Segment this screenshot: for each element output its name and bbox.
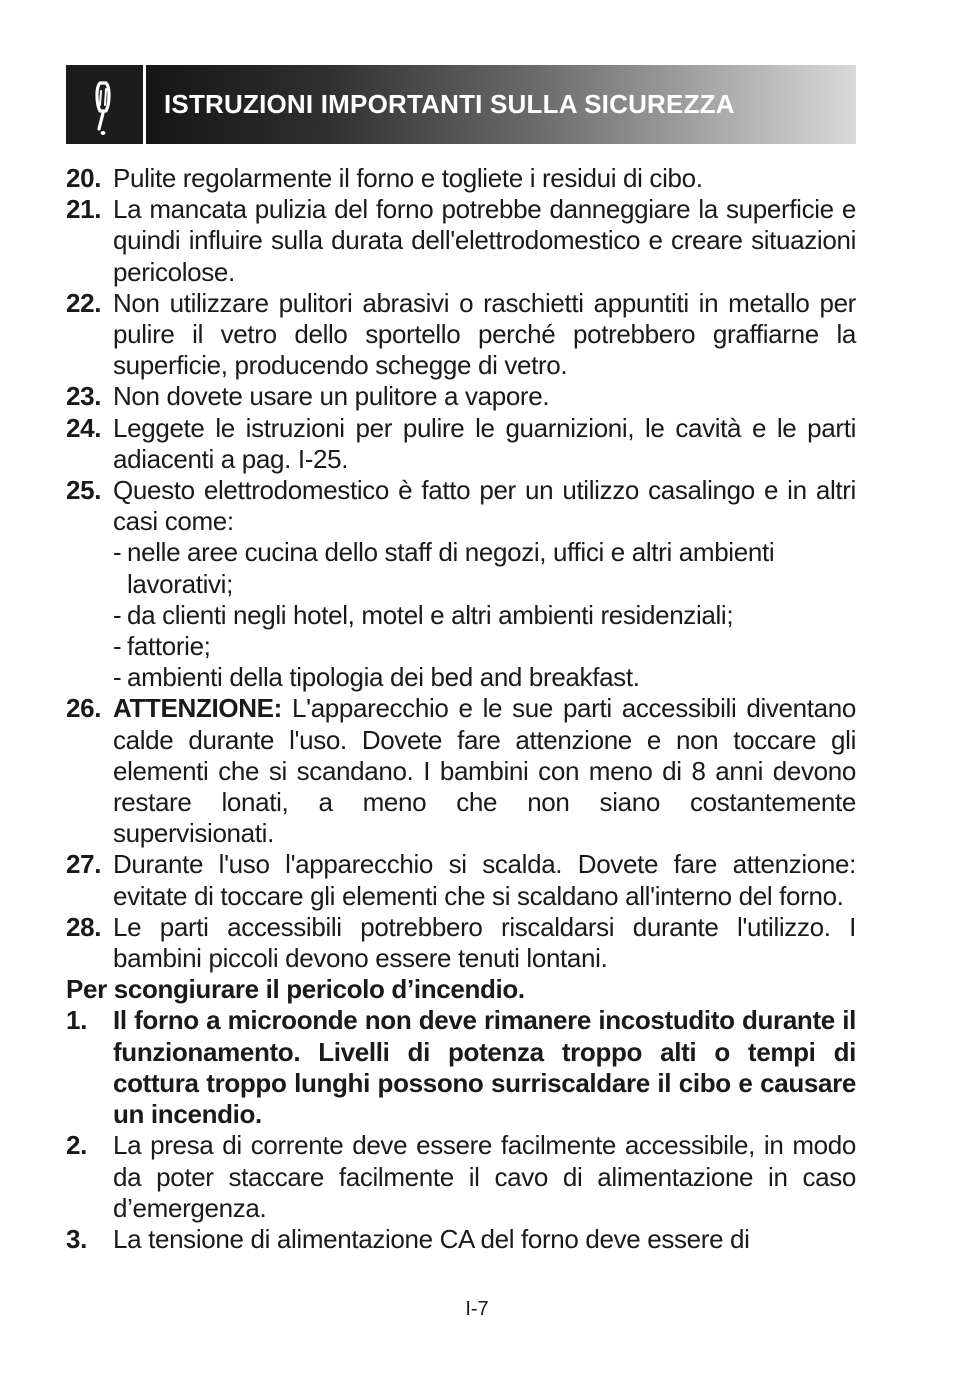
warning-text: L'apparecchio e le sue parti accessibili diventano calde durante l'uso. Dovete fare attenzione e non toccare gli elementi che si scandano. I bambini con meno di 8 anni devono restare lonati, a meno che non siano costantemente supervisionati. bbox=[113, 693, 856, 849]
item-text: Leggete le istruzioni per pulire le guarnizioni, le cavità e le parti adiacenti a pag. I-25. bbox=[113, 412, 856, 474]
item-text: Non dovete usare un pulitore a vapore. bbox=[113, 381, 550, 412]
sub-list-item bbox=[113, 662, 856, 693]
sub-item-text: ambienti della tipologia dei bed and breakfast. bbox=[127, 662, 640, 693]
item-text: Pulite regolarmente il forno e togliete i residui di cibo. bbox=[113, 163, 703, 193]
list-item bbox=[66, 288, 856, 382]
item-text: Il forno a microonde non deve rimanere incostudito durante il funzionamento. Livelli di potenza troppo alti o tempi di cottura troppo lunghi possono surriscaldare il cibo e causare un incendio. bbox=[113, 1005, 856, 1130]
list-item bbox=[66, 475, 856, 537]
list-item bbox=[66, 693, 856, 849]
list-item bbox=[66, 849, 856, 911]
list-item bbox=[66, 413, 856, 475]
list-item bbox=[66, 912, 856, 974]
header-icon-box bbox=[66, 65, 143, 144]
item-number: 21. bbox=[66, 194, 102, 225]
item-number: 2. bbox=[66, 1130, 87, 1161]
list-item bbox=[66, 381, 856, 412]
item-text: La tensione di alimentazione CA del forno deve essere di bbox=[113, 1223, 750, 1254]
item-number: 1. bbox=[66, 1005, 87, 1036]
item-text: Non utilizzare pulitori abrasivi o raschietti appuntiti in metallo per pulire il vetro dello sportello perché potrebbero graffiarne la superficie, producendo schegge di vetro. bbox=[113, 287, 856, 381]
item-number: 22. bbox=[66, 287, 102, 318]
sub-item-text: da clienti negli hotel, motel e altri ambienti residenziali; bbox=[127, 599, 734, 630]
item-text: Durante l'uso l'apparecchio si scalda. Dovete fare attenzione: evitate di toccare gli elementi che si scaldano all'interno del forno. bbox=[113, 849, 856, 911]
item-number: 27. bbox=[66, 849, 102, 880]
item-text: La presa di corrente deve essere facilmente accessibile, in modo da poter staccare facilmente il cavo di alimentazione in caso d’emergenza. bbox=[113, 1130, 856, 1223]
section-header bbox=[66, 65, 856, 144]
list-item bbox=[66, 194, 856, 288]
header-bar bbox=[146, 65, 856, 144]
item-text: La mancata pulizia del forno potrebbe danneggiare la superficie e quindi influire sulla durata dell'elettrodomestico e creare situazioni pericolose. bbox=[113, 194, 856, 287]
page-title: ISTRUZIONI IMPORTANTI SULLA SICUREZZA bbox=[164, 89, 735, 119]
list-item bbox=[66, 1005, 856, 1130]
sub-bullet: - bbox=[113, 631, 122, 662]
sub-bullet: - bbox=[113, 537, 122, 568]
page-number: I-7 bbox=[465, 1298, 489, 1320]
sub-item-text: fattorie; bbox=[127, 631, 211, 662]
item-number: 20. bbox=[66, 163, 102, 193]
list-item bbox=[66, 1130, 856, 1224]
item-number: 24. bbox=[66, 412, 102, 443]
item-number: 25. bbox=[66, 475, 102, 506]
item-text: Questo elettrodomestico è fatto per un utilizzo casalingo e in altri casi come: bbox=[113, 475, 856, 537]
sub-item-text: nelle aree cucina dello staff di negozi, uffici e altri ambienti lavorativi; bbox=[127, 537, 775, 599]
item-text: Le parti accessibili potrebbero riscaldarsi durante l'utilizzo. I bambini piccoli devono essere tenuti lontani. bbox=[113, 911, 856, 974]
item-number: 28. bbox=[66, 911, 102, 942]
item-number: 3. bbox=[66, 1223, 87, 1254]
sub-bullet: - bbox=[113, 662, 122, 693]
list-item bbox=[66, 1224, 856, 1255]
warning-label: ATTENZIONE: bbox=[113, 693, 282, 724]
sub-bullet: - bbox=[113, 599, 122, 630]
list-item bbox=[66, 163, 856, 194]
exclamation-icon bbox=[66, 65, 143, 144]
fire-section-heading: Per scongiurare il pericolo d’incendio. bbox=[66, 974, 525, 1005]
item-number: 26. bbox=[66, 693, 102, 724]
sub-list-item bbox=[113, 600, 856, 631]
document-body bbox=[66, 163, 856, 1255]
sub-list-item bbox=[113, 537, 856, 599]
sub-list-item bbox=[113, 631, 856, 662]
item-number: 23. bbox=[66, 381, 102, 412]
item-text bbox=[113, 693, 856, 849]
